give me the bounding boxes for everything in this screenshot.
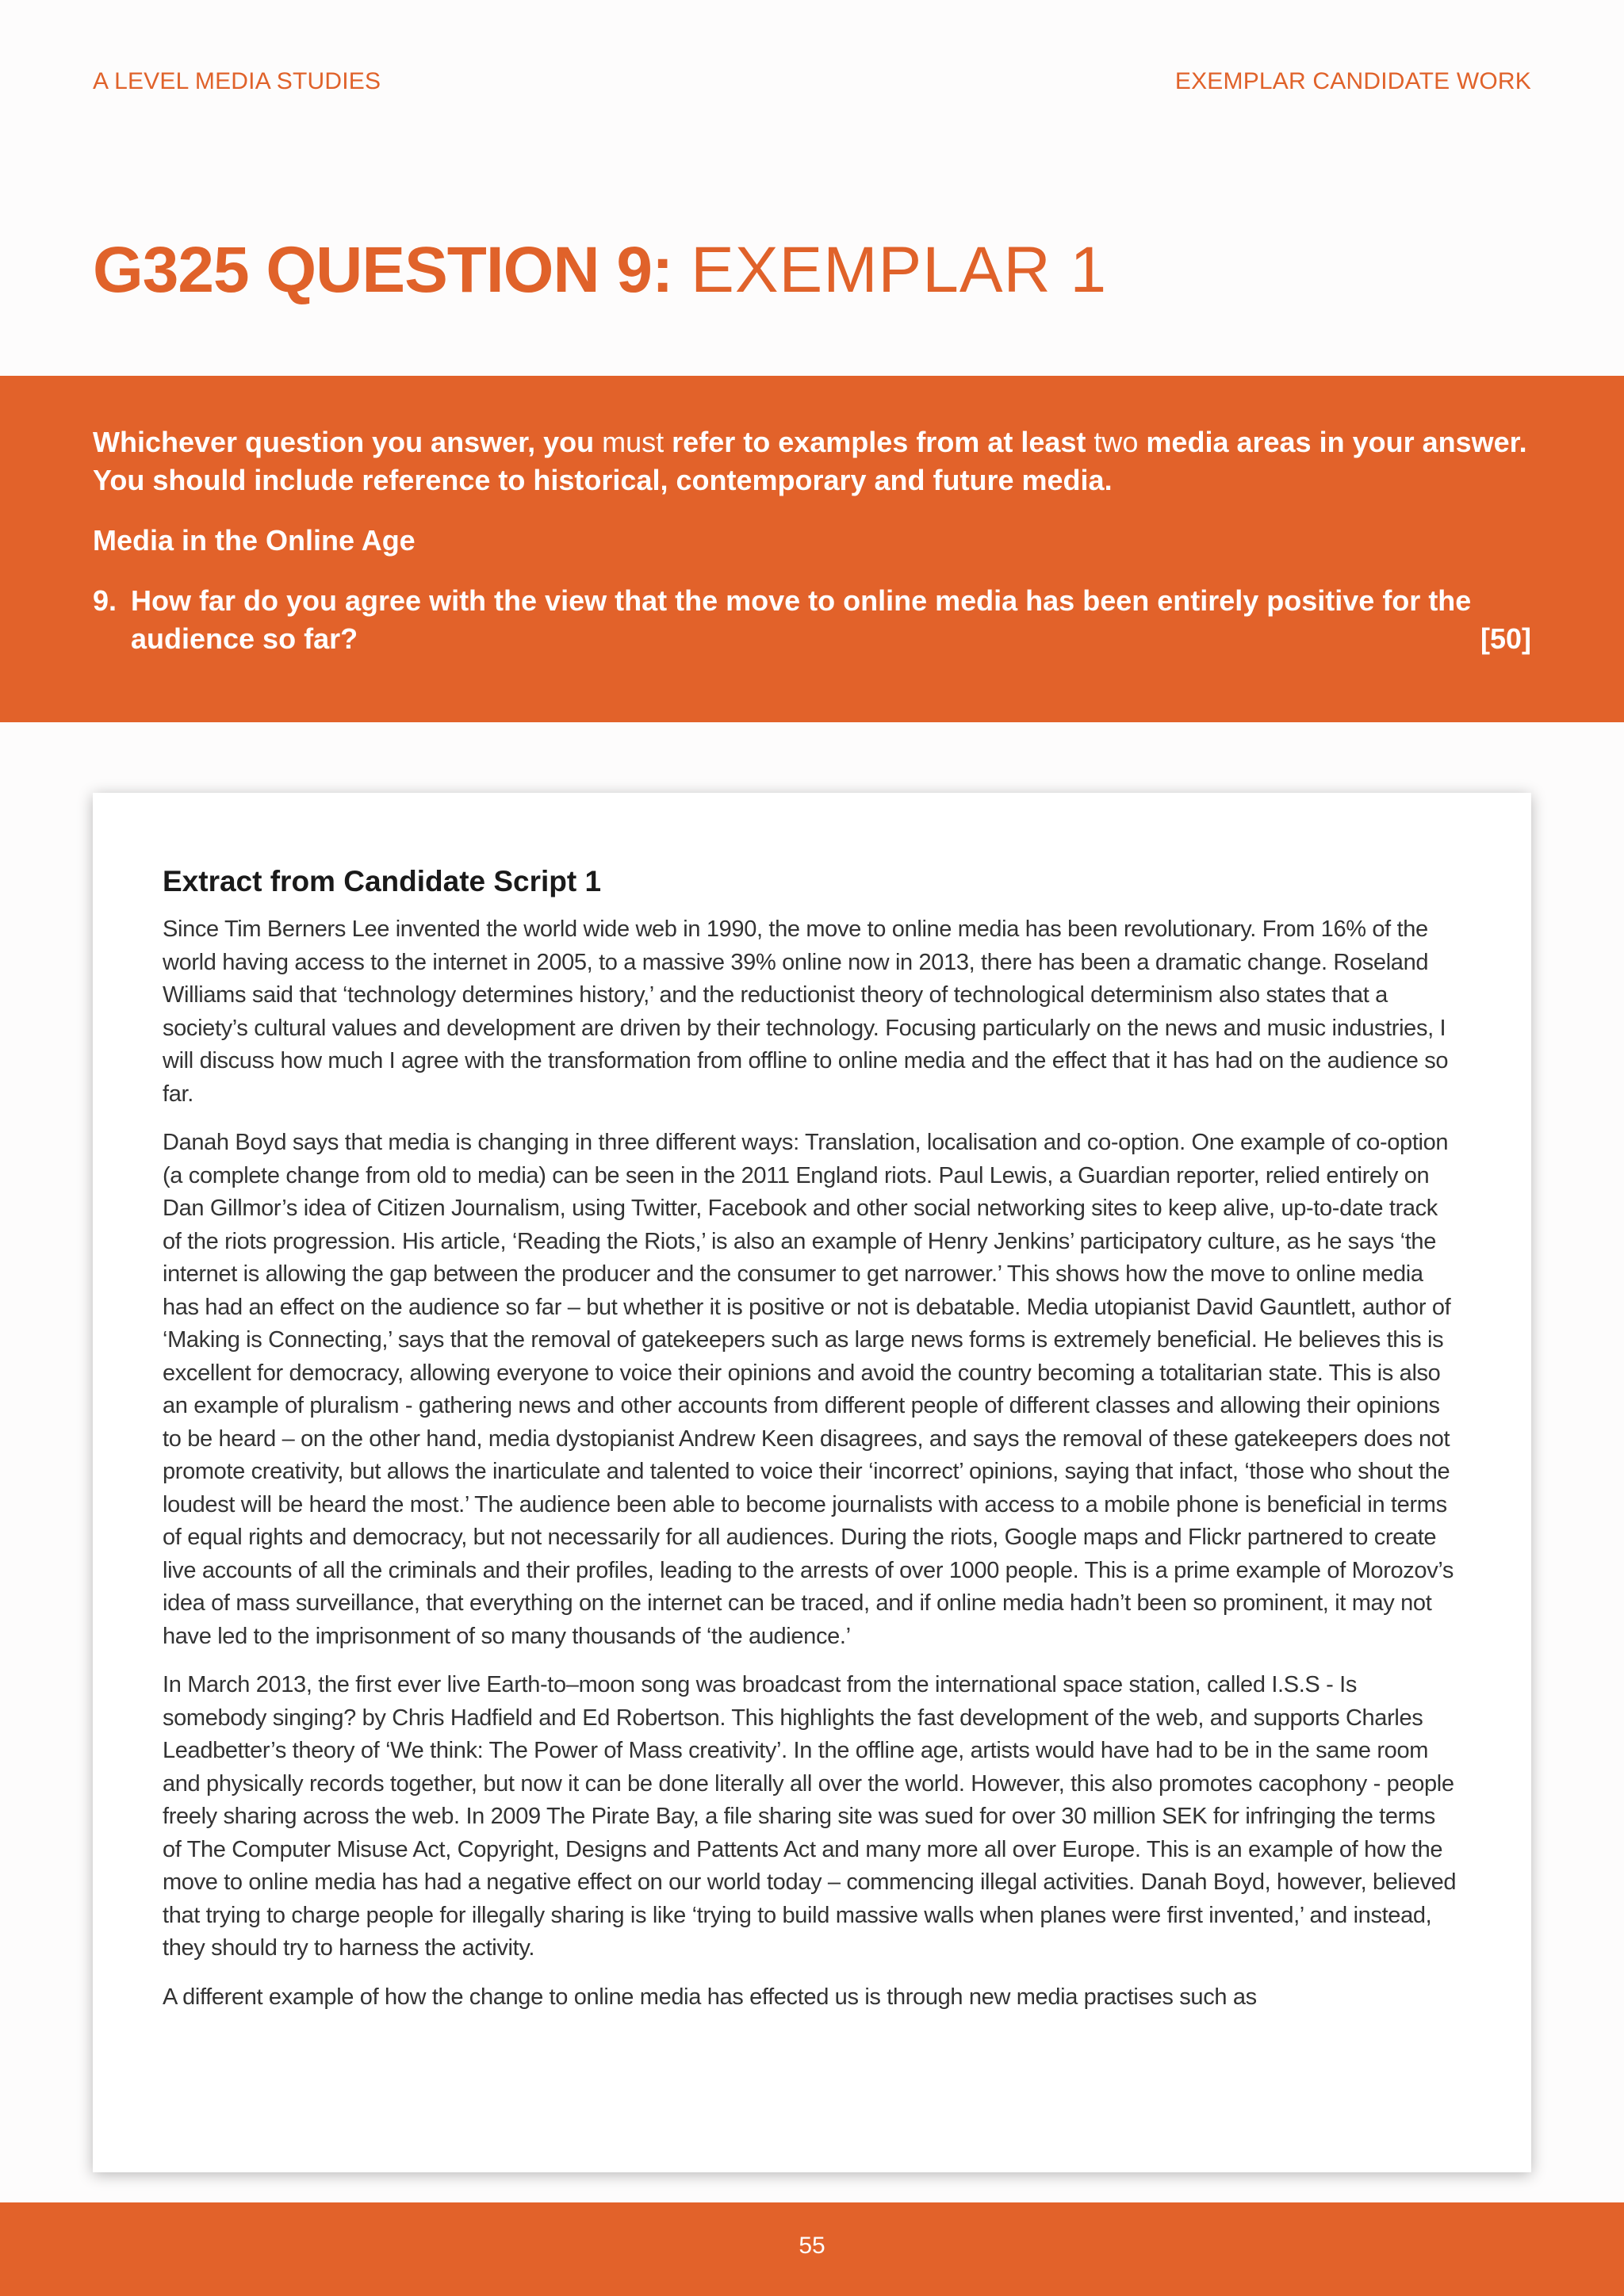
band-instruction xyxy=(93,423,1531,499)
instruction-emphasis-must: must xyxy=(602,426,665,458)
instruction-emphasis-two: two xyxy=(1094,426,1139,458)
script-paragraph-3: In March 2013, the first ever live Earth-to–moon song was broadcast from the international space station, called I.S.S - Is somebody singing? by Chris Hadfield and Ed Robertson. This highlights the fast development of the web, and supports Charles Leadbetter’s theory of ‘We think: The Power of Mass creativity’. In the offline age, artists would have had to be in the same room and physically records together, but now it can be done literally all over the world. However, this also promotes cacophony - people freely sharing across the web. In 2009 The Pirate Bay, a file sharing site was sued for over 30 million SEK for infringing the terms of The Computer Misuse Act, Copyright, Designs and Pattents Act and many more all over Europe. This is an example of how the move to online media has had a negative effect on our world today – commencing illegal activities. Danah Boyd, however, believed that trying to charge people for illegally sharing is like ‘trying to build massive walls when planes were first invented,’ and instead, they should try to harness the activity. xyxy=(163,1672,1457,1961)
instruction-text-3: media areas in your answer. You should include reference to historical, contemporary and future media. xyxy=(93,426,1527,496)
question-number: 9. xyxy=(93,584,117,617)
question-text: How far do you agree with the view that the move to online media has been entirely positive for the audience so far? xyxy=(131,584,1472,655)
page-number: 55 xyxy=(799,2233,825,2259)
page-title-light: EXEMPLAR 1 xyxy=(691,234,1108,306)
instruction-text-2: refer to examples from at least xyxy=(664,426,1094,458)
script-paragraph-1: Since Tim Berners Lee invented the world wide web in 1990, the move to online media has been revolutionary. From 16% of the world having access to the internet in 2005, to a massive 39% online now in 2013, there has been a dramatic change. Roseland Williams said that ‘technology determines history,’ and the reductionist theory of technological determinism also states that a society’s cultural values and development are driven by their technology. Focusing particularly on the news and music industries, I will discuss how much I agree with the transformation from offline to online media and the effect that it has had on the audience so far. xyxy=(163,916,1449,1107)
script-heading: Extract from Candidate Script 1 xyxy=(163,865,602,897)
instruction-text-1: Whichever question you answer, you xyxy=(93,426,603,458)
running-header-left: A LEVEL MEDIA STUDIES xyxy=(93,68,381,94)
candidate-script-extract xyxy=(93,793,1531,2172)
footer-band xyxy=(0,2202,1624,2296)
running-header-right: EXEMPLAR CANDIDATE WORK xyxy=(1174,68,1531,94)
page-title-bold: G325 QUESTION 9: xyxy=(93,234,673,306)
question-item xyxy=(93,582,1531,658)
question-marks: [50] xyxy=(1480,622,1531,655)
page-title xyxy=(93,234,1108,306)
section-title: Media in the Online Age xyxy=(93,524,416,557)
script-paragraph-2: Danah Boyd says that media is changing in three different ways: Translation, localisation and co-option. One example of co-option (a complete change from old to media) can be seen in the 2011 England riots. Paul Lewis, a Guardian reporter, relied entirely on Dan Gillmor’s idea of Citizen Journalism, using Twitter, Facebook and other social networking sites to keep alive, up-to-date track of the riots progression. His article, ‘Reading the Riots,’ is also an example of Henry Jenkins’ participatory culture, as he says ‘the internet is allowing the gap between the producer and the consumer to get narrower.’ This shows how the move to online media has had an effect on the audience so far – but whether it is positive or not is debatable. Media utopianist David Gauntlett, author of ‘Making is Connecting,’ says that the removal of gatekeepers such as large news forms is extremely beneficial. He believes this is excellent for democracy, allowing everyone to voice their opinions and avoid the country becoming a totalitarian state. This is also an example of pluralism - gathering news and other accounts from different people of different classes and allowing their opinions to be heard – on the other hand, media dystopianist Andrew Keen disagrees, and says the removal of these gatekeepers does not promote creativity, but allows the inarticulate and talented to voice their ‘incorrect’ opinions, saying that infact, ‘those who shout the loudest will be heard the most.’ The audience been able to become journalists with access to a mobile phone is beneficial in terms of equal rights and democracy, but not necessarily for all audiences. During the riots, Google maps and Flickr partnered to create live accounts of all the criminals and their profiles, leading to the arrests of over 1000 people. This is a prime example of Morozov’s idea of mass surveillance, that everything on the internet can be traced, and if online media hadn’t been so prominent, it may not have led to the imprisonment of so many thousands of ‘the audience.’ xyxy=(163,1130,1454,1649)
question-band xyxy=(0,376,1624,722)
script-paragraph-4: A different example of how the change to online media has effected us is through new media practises such as xyxy=(163,1984,1257,2010)
